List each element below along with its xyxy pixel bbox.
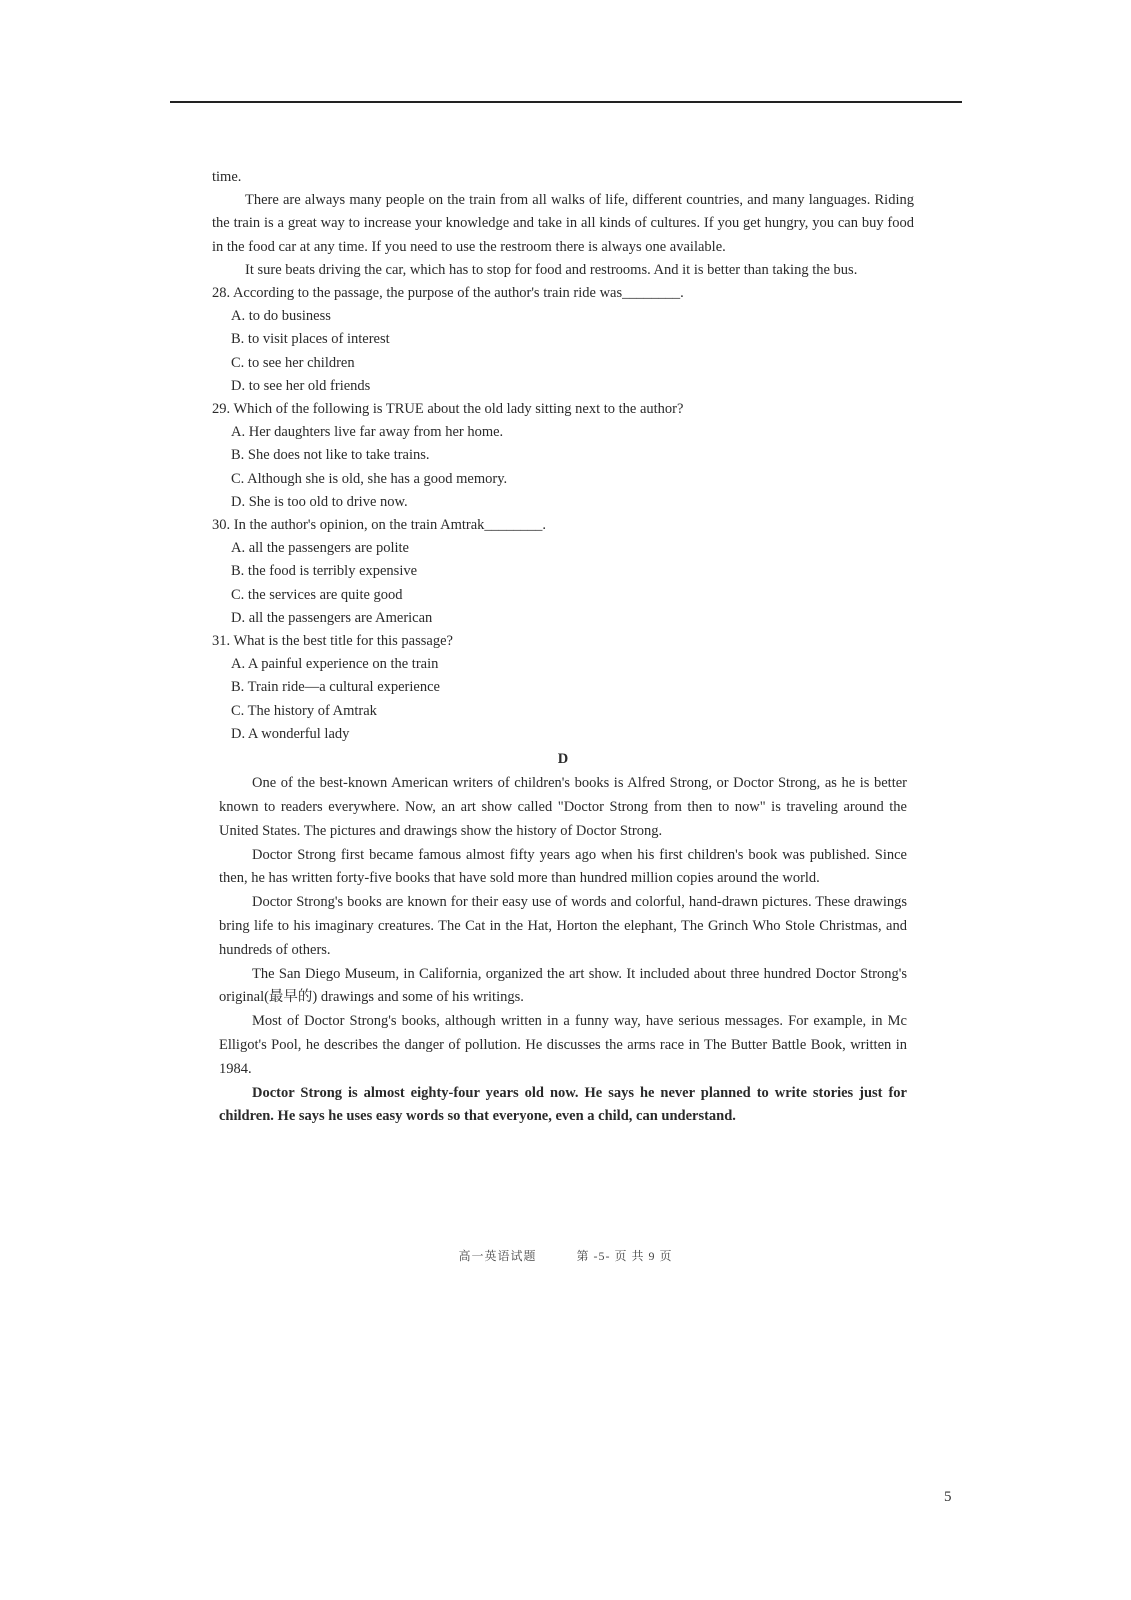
question-option: A. Her daughters live far away from her home. (231, 424, 504, 441)
passage-c-paragraph: There are always many people on the train from all walks of life, different countries, and many languages. Riding the train is a great way to increase your knowledge and take in all kinds of cultures. If you get hungry, you can buy food in the food car at any time. If you need to use the restroom there is always one available. (212, 192, 914, 255)
question-option: B. Train ride—a cultural experience (231, 679, 440, 696)
question-30 (212, 514, 914, 630)
passage-d (212, 772, 907, 1129)
section-title: D (557, 751, 569, 768)
question-option: B. She does not like to take trains. (231, 447, 430, 464)
passage-c-line: time. (212, 169, 242, 185)
footer-page-info: 第 -5- 页 共 9 页 (576, 1249, 673, 1263)
footer-subject: 高一英语试题 (458, 1249, 537, 1263)
question-option: B. the food is terribly expensive (231, 563, 418, 580)
header-rule (170, 101, 962, 103)
question-stem: 29. Which of the following is TRUE about the old lady sitting next to the author? (212, 401, 684, 418)
passage-d-paragraph: The San Diego Museum, in California, organized the art show. It included about three hundred Doctor Strong's original(最早的) drawings and some of his writings. (219, 965, 907, 1006)
passage-d-paragraph: Doctor Strong first became famous almost fifty years ago when his first children's book was published. Since then, he has written forty-five books that have sold more than hundred million copies around the world. (219, 846, 907, 887)
passage-d-paragraph: Doctor Strong is almost eighty-four years old now. He says he never planned to write stories just for children. He says he uses easy words so that everyone, even a child, can understand. (219, 1084, 907, 1125)
question-option: B. to visit places of interest (231, 331, 390, 348)
question-option: A. A painful experience on the train (231, 656, 439, 673)
question-stem: 28. According to the passage, the purpose of the author's train ride was________. (212, 285, 684, 302)
page-number: 5 (944, 1489, 952, 1505)
question-option: A. all the passengers are polite (231, 540, 409, 557)
question-option: D. to see her old friends (231, 377, 371, 394)
question-option: D. She is too old to drive now. (231, 493, 408, 510)
passage-d-paragraph: One of the best-known American writers of children's books is Alfred Strong, or Doctor Strong, as he is better known to readers everywhere. Now, an art show called "Doctor Strong from then to now" is traveling around the United States. The pictures and drawings show the history of Doctor Strong. (219, 775, 907, 839)
passage-c-paragraph: It sure beats driving the car, which has to stop for food and restrooms. And it is better than taking the bus. (245, 261, 858, 278)
question-stem: 30. In the author's opinion, on the train Amtrak________. (212, 517, 547, 534)
page-footer (0, 1247, 1131, 1264)
passage-d-paragraph: Most of Doctor Strong's books, although written in a funny way, have serious messages. For example, in Mc Elligot's Pool, he describes the danger of pollution. He discusses the arms race in The Butter Battle Book, written in 1984. (219, 1013, 907, 1077)
question-28 (212, 282, 914, 398)
question-29 (212, 398, 914, 514)
question-31 (212, 630, 914, 746)
exam-content (212, 166, 914, 1129)
question-option: C. to see her children (231, 354, 355, 371)
question-stem: 31. What is the best title for this passage? (212, 633, 453, 650)
question-option: C. Although she is old, she has a good memory. (231, 470, 508, 487)
question-option: C. the services are quite good (231, 586, 403, 603)
question-option: D. A wonderful lady (231, 725, 350, 742)
question-option: D. all the passengers are American (231, 609, 433, 626)
question-option: C. The history of Amtrak (231, 702, 377, 719)
question-option: A. to do business (231, 308, 331, 325)
passage-d-paragraph: Doctor Strong's books are known for their easy use of words and colorful, hand-drawn pictures. These drawings bring life to his imaginary creatures. The Cat in the Hat, Horton the elephant, The Grinch Who Stole Christmas, and hundreds of others. (219, 894, 907, 958)
